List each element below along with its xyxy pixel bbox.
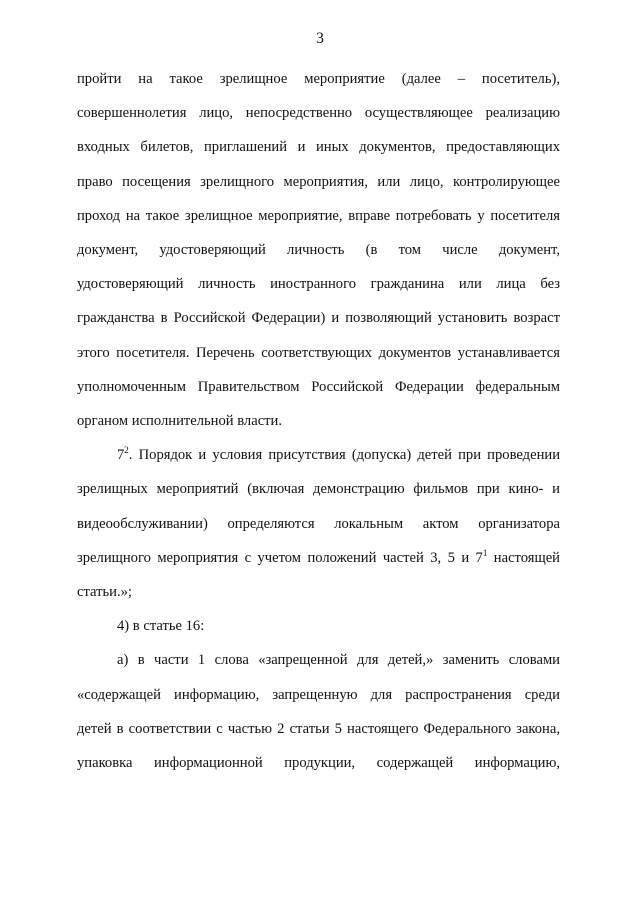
superscript: 2	[124, 445, 129, 456]
text-line: гражданства в Российской Федерации) и позволяющий установить возраст	[77, 310, 560, 327]
article-part-number: 7	[117, 447, 125, 464]
text-fragment: зрелищного мероприятия с учетом положений частей 3, 5 и 7	[77, 549, 483, 566]
page-number: 3	[316, 30, 324, 47]
text-line: этого посетителя. Перечень соответствующих документов устанавливается	[77, 344, 560, 361]
text-fragment: . Порядок и условия присутствия (допуска) детей при проведении	[128, 447, 560, 464]
text-line: право посещения зрелищного мероприятия, или лицо, контролирующее	[77, 173, 560, 190]
text-line: уполномоченным Правительством Российской Федерации федеральным	[77, 378, 560, 395]
text-line: статьи.»;	[77, 584, 132, 601]
text-line: совершеннолетия лицо, непосредственно осуществляющее реализацию	[77, 105, 560, 122]
text-fragment: настоящей	[487, 549, 560, 566]
paragraph-7-2-line	[77, 438, 560, 472]
list-item-4: 4) в статье 16:	[117, 618, 205, 635]
text-line: «содержащей информацию, запрещенную для распространения среди	[77, 686, 560, 703]
text-line: упаковка информационной продукции, содержащей информацию,	[77, 755, 560, 772]
text-line: проход на такое зрелищное мероприятие, вправе потребовать у посетителя	[77, 207, 560, 224]
document-body	[77, 62, 560, 780]
text-line: органом исполнительной власти.	[77, 413, 283, 430]
text-line: а) в части 1 слова «запрещенной для детей,» заменить словами	[117, 652, 560, 669]
text-line: удостоверяющий личность иностранного гражданина или лица без	[77, 276, 560, 293]
text-line: зрелищных мероприятий (включая демонстрацию фильмов при кино- и	[77, 481, 560, 498]
text-line: документ, удостоверяющий личность (в том числе документ,	[77, 242, 560, 259]
paragraph-7-2-line	[77, 541, 560, 575]
text-line: входных билетов, приглашений и иных документов, предоставляющих	[77, 139, 560, 156]
text-line: детей в соответствии с частью 2 статьи 5 настоящего Федерального закона,	[77, 720, 560, 737]
text-line: видеообслуживании) определяются локальным актом организатора	[77, 515, 560, 532]
text-line: пройти на такое зрелищное мероприятие (далее – посетитель),	[77, 71, 560, 87]
superscript: 1	[482, 547, 488, 558]
